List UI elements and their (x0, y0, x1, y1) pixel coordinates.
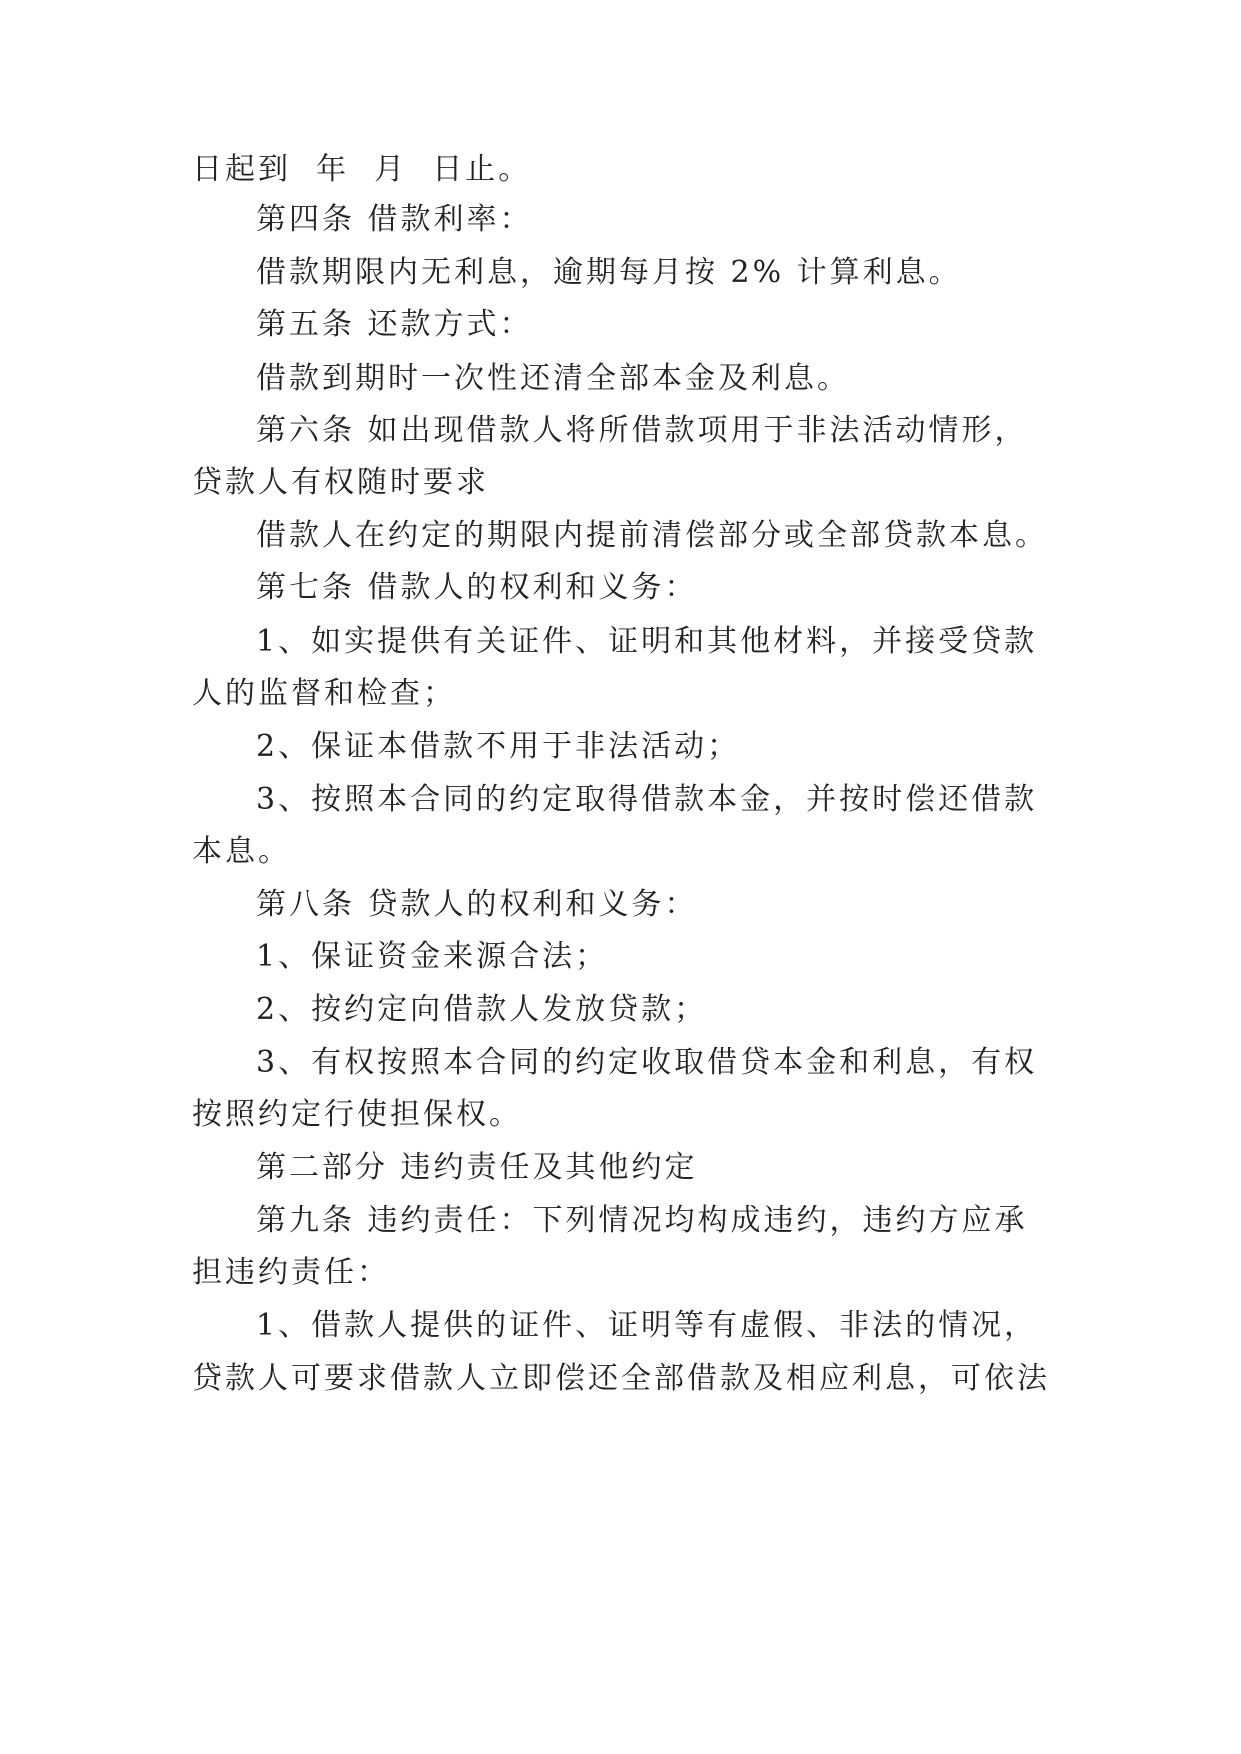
text-line: 借款人在约定的期限内提前清偿部分或全部贷款本息。 (256, 518, 1048, 553)
text-line: 2、按约定向借款人发放贷款； (256, 992, 708, 1027)
article-7-heading: 第七条 借款人的权利和义务： (256, 570, 698, 605)
text-line: 按照约定行使担保权。 (192, 1097, 522, 1132)
part-2-heading: 第二部分 违约责任及其他约定 (256, 1150, 698, 1185)
text-line: 贷款人有权随时要求 (192, 465, 489, 500)
text-line: 借款期限内无利息，逾期每月按 2% 计算利息。 (256, 255, 962, 290)
article-6-heading: 第六条 如出现借款人将所借款项用于非法活动情形， (256, 413, 1028, 448)
article-5-heading: 第五条 还款方式： (256, 307, 533, 342)
article-4-heading: 第四条 借款利率： (256, 202, 533, 237)
text-line: 日起到 年 月 日止。 (192, 152, 532, 187)
text-line: 1、如实提供有关证件、证明和其他材料，并接受贷款 (256, 624, 1038, 659)
text-line: 本息。 (192, 834, 291, 869)
article-9-heading: 第九条 违约责任：下列情况均构成违约，违约方应承 (256, 1203, 1028, 1238)
text-line: 3、有权按照本合同的约定收取借贷本金和利息，有权 (256, 1045, 1038, 1080)
text-line: 3、按照本合同的约定取得借款本金，并按时偿还借款 (256, 782, 1038, 817)
text-line: 借款到期时一次性还清全部本金及利息。 (256, 361, 850, 396)
text-line: 人的监督和检查； (192, 676, 456, 711)
article-8-heading: 第八条 贷款人的权利和义务： (256, 887, 698, 922)
text-line: 担违约责任： (192, 1255, 390, 1290)
text-line: 贷款人可要求借款人立即偿还全部借款及相应利息，可依法 (192, 1361, 1050, 1396)
text-line: 1、借款人提供的证件、证明等有虚假、非法的情况， (256, 1308, 1038, 1343)
text-line: 2、保证本借款不用于非法活动； (256, 729, 741, 764)
text-line: 1、保证资金来源合法； (256, 939, 609, 974)
